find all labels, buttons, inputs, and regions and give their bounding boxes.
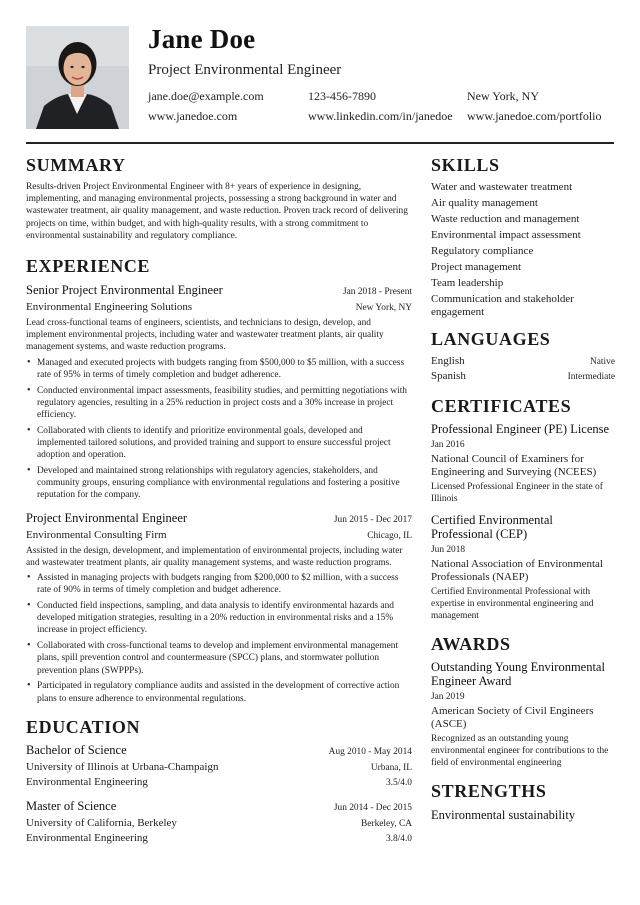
school: University of Illinois at Urbana-Champaign [26,760,219,773]
experience-heading: EXPERIENCE [26,256,151,277]
summary-text: Results-driven Project Environmental Engineer with 8+ years of experience in designing, implementing, and managing environmental projects, possessing a strong background in water and wastewater treatment, air quality management, and waste reduction. Proven track record of delivering projects on time, within budget, and with high-quality results, with a strong commitment to environmental sustainability and regulatory compliance. [26,182,408,241]
location-text: New York, NY [467,89,540,103]
award-issuer: American Society of Civil Engineers (ASCE) [431,704,594,730]
award-description: Recognized as an outstanding young environmental engineer for contributions to the field of environmental engineering [431,733,609,768]
education-entry [26,799,412,844]
certificate-name: Professional Engineer (PE) License [431,422,610,436]
gpa: 3.5/4.0 [385,777,412,788]
school-location: Urbana, IL [370,762,412,773]
job-bullet: • Managed and executed projects with budgets ranging from $500,000 to $5 million, with a success rate of 95% in terms of timely completion and budget adherence. [26,357,412,381]
strengths-heading: STRENGTHS [431,780,547,801]
header-divider [26,142,614,144]
strength-item: Environmental sustainability [431,807,576,822]
degree: Master of Science [26,798,117,813]
job-bullet: • Conducted environmental impact assessments, feasibility studies, and permitting negotiations with regulatory agencies, resulting in a 25% reduction in project costs and a 30% increase in project efficiency. [26,385,412,422]
job-company: Environmental Consulting Firm [26,528,167,541]
language-level: Intermediate [567,372,615,382]
award-name: Outstanding Young Environmental Engineer Award [431,659,605,688]
email-link[interactable]: jane.doe@example.com [148,89,264,103]
school: University of California, Berkeley [26,816,177,829]
certificate-issuer: National Association of Environmental Professionals (NAEP) [431,557,603,583]
certificates-heading: CERTIFICATES [431,396,572,416]
job-bullet: • Participated in regulatory compliance audits and assisted in the development of corrective action plans to ensure adherence to environmental regulations. [26,680,412,704]
job-dates: Jan 2018 - Present [343,287,412,298]
linkedin-link[interactable]: www.linkedin.com/in/janedoe [308,109,453,123]
skill-item: Project management [431,261,522,273]
language-row [431,370,615,382]
education-entry [26,743,412,788]
skill-item: Environmental impact assessment [431,229,581,241]
candidate-name: Jane Doe [148,24,256,54]
certificate-date: Jan 2016 [431,439,465,450]
job-company: Environmental Engineering Solutions [26,301,193,314]
phone-text: 123-456-7890 [308,89,376,103]
field-of-study: Environmental Engineering [26,775,148,788]
profile-photo [26,26,129,129]
job-description: Lead cross-functional teams of engineers, scientists, and technicians to design, develop, and implement environmental projects, including water and wastewater treatment plants, air quality management systems, and waste reduction programs. [26,318,384,353]
education-heading: EDUCATION [26,716,141,737]
job-title: Project Environmental Engineer [26,510,188,525]
education-dates: Aug 2010 - May 2014 [328,746,412,757]
language-row [431,355,615,367]
main-column [26,155,412,844]
skill-item: Communication and stakeholder engagement [431,293,574,318]
job-bullet: • Assisted in managing projects with budgets ranging from $200,000 to $2 million, with a success rate of 90% in terms of timely completion and budget adherence. [26,572,412,596]
job-location: New York, NY [355,303,412,314]
field-of-study: Environmental Engineering [26,831,148,844]
certificate-date: Jun 2018 [431,544,466,555]
job-dates: Jun 2015 - Dec 2017 [333,514,412,525]
skill-item: Air quality management [431,197,538,209]
job-entry [26,283,412,502]
skill-item: Regulatory compliance [431,245,534,257]
certificate-entry [431,422,615,505]
job-location: Chicago, IL [367,530,412,541]
certificate-entry [431,513,615,622]
gpa: 3.8/4.0 [385,833,412,844]
skill-item: Water and wastewater treatment [431,181,573,193]
portfolio-link[interactable]: www.janedoe.com/portfolio [467,109,602,123]
skills-list [431,181,615,319]
school-location: Berkeley, CA [361,818,412,829]
website-link[interactable]: www.janedoe.com [148,109,238,123]
skill-item: Waste reduction and management [431,213,580,225]
job-bullet: • Developed and maintained strong relationships with regulatory agencies, stakeholders, and community groups, ensuring compliance with environmental regulations and fostering a positive reputation for the company. [26,465,412,502]
job-bullet: • Collaborated with cross-functional teams to develop and implement environmental management plans, spill prevention control and countermeasure (SPCC) plans, and stormwater pollution prevention plans (SWPPPs). [26,640,412,677]
job-entry [26,511,412,705]
job-bullet: • Collaborated with clients to identify and prioritize environmental goals, developed and implemented tailored solutions, and provided training and support to ensure successful project adoption and operation. [26,425,412,462]
side-column [431,155,615,822]
certificate-description: Certified Environmental Professional with expertise in environmental engineering and management [431,586,594,621]
candidate-title: Project Environmental Engineer [148,62,342,78]
education-dates: Jun 2014 - Dec 2015 [333,802,412,813]
summary-heading: SUMMARY [26,155,126,175]
certificate-issuer: National Council of Examiners for Engineering and Surveying (NCEES) [431,452,597,478]
job-description: Assisted in the design, development, and implementation of environmental projects, including water and wastewater treatment plants, air quality management systems, and waste reduction programs. [26,545,403,568]
language-name: English [431,355,465,367]
job-bullet: • Conducted field inspections, sampling, and data analysis to identify environmental hazards and developed mitigation strategies, resulting in a 20% reduction in environmental risks and a 15% increase in project efficiency. [26,600,412,637]
awards-heading: AWARDS [431,633,511,654]
language-name: Spanish [431,370,466,382]
job-title: Senior Project Environmental Engineer [26,283,223,298]
language-level: Native [590,357,615,367]
certificate-description: Licensed Professional Engineer in the state of Illinois [431,481,603,504]
award-entry [431,660,615,769]
certificate-name: Certified Environmental Professional (CEP) [431,512,553,541]
languages-heading: LANGUAGES [431,329,551,349]
award-date: Jan 2019 [431,691,465,702]
skills-heading: SKILLS [431,155,500,175]
skill-item: Team leadership [431,277,504,289]
degree: Bachelor of Science [26,742,127,757]
